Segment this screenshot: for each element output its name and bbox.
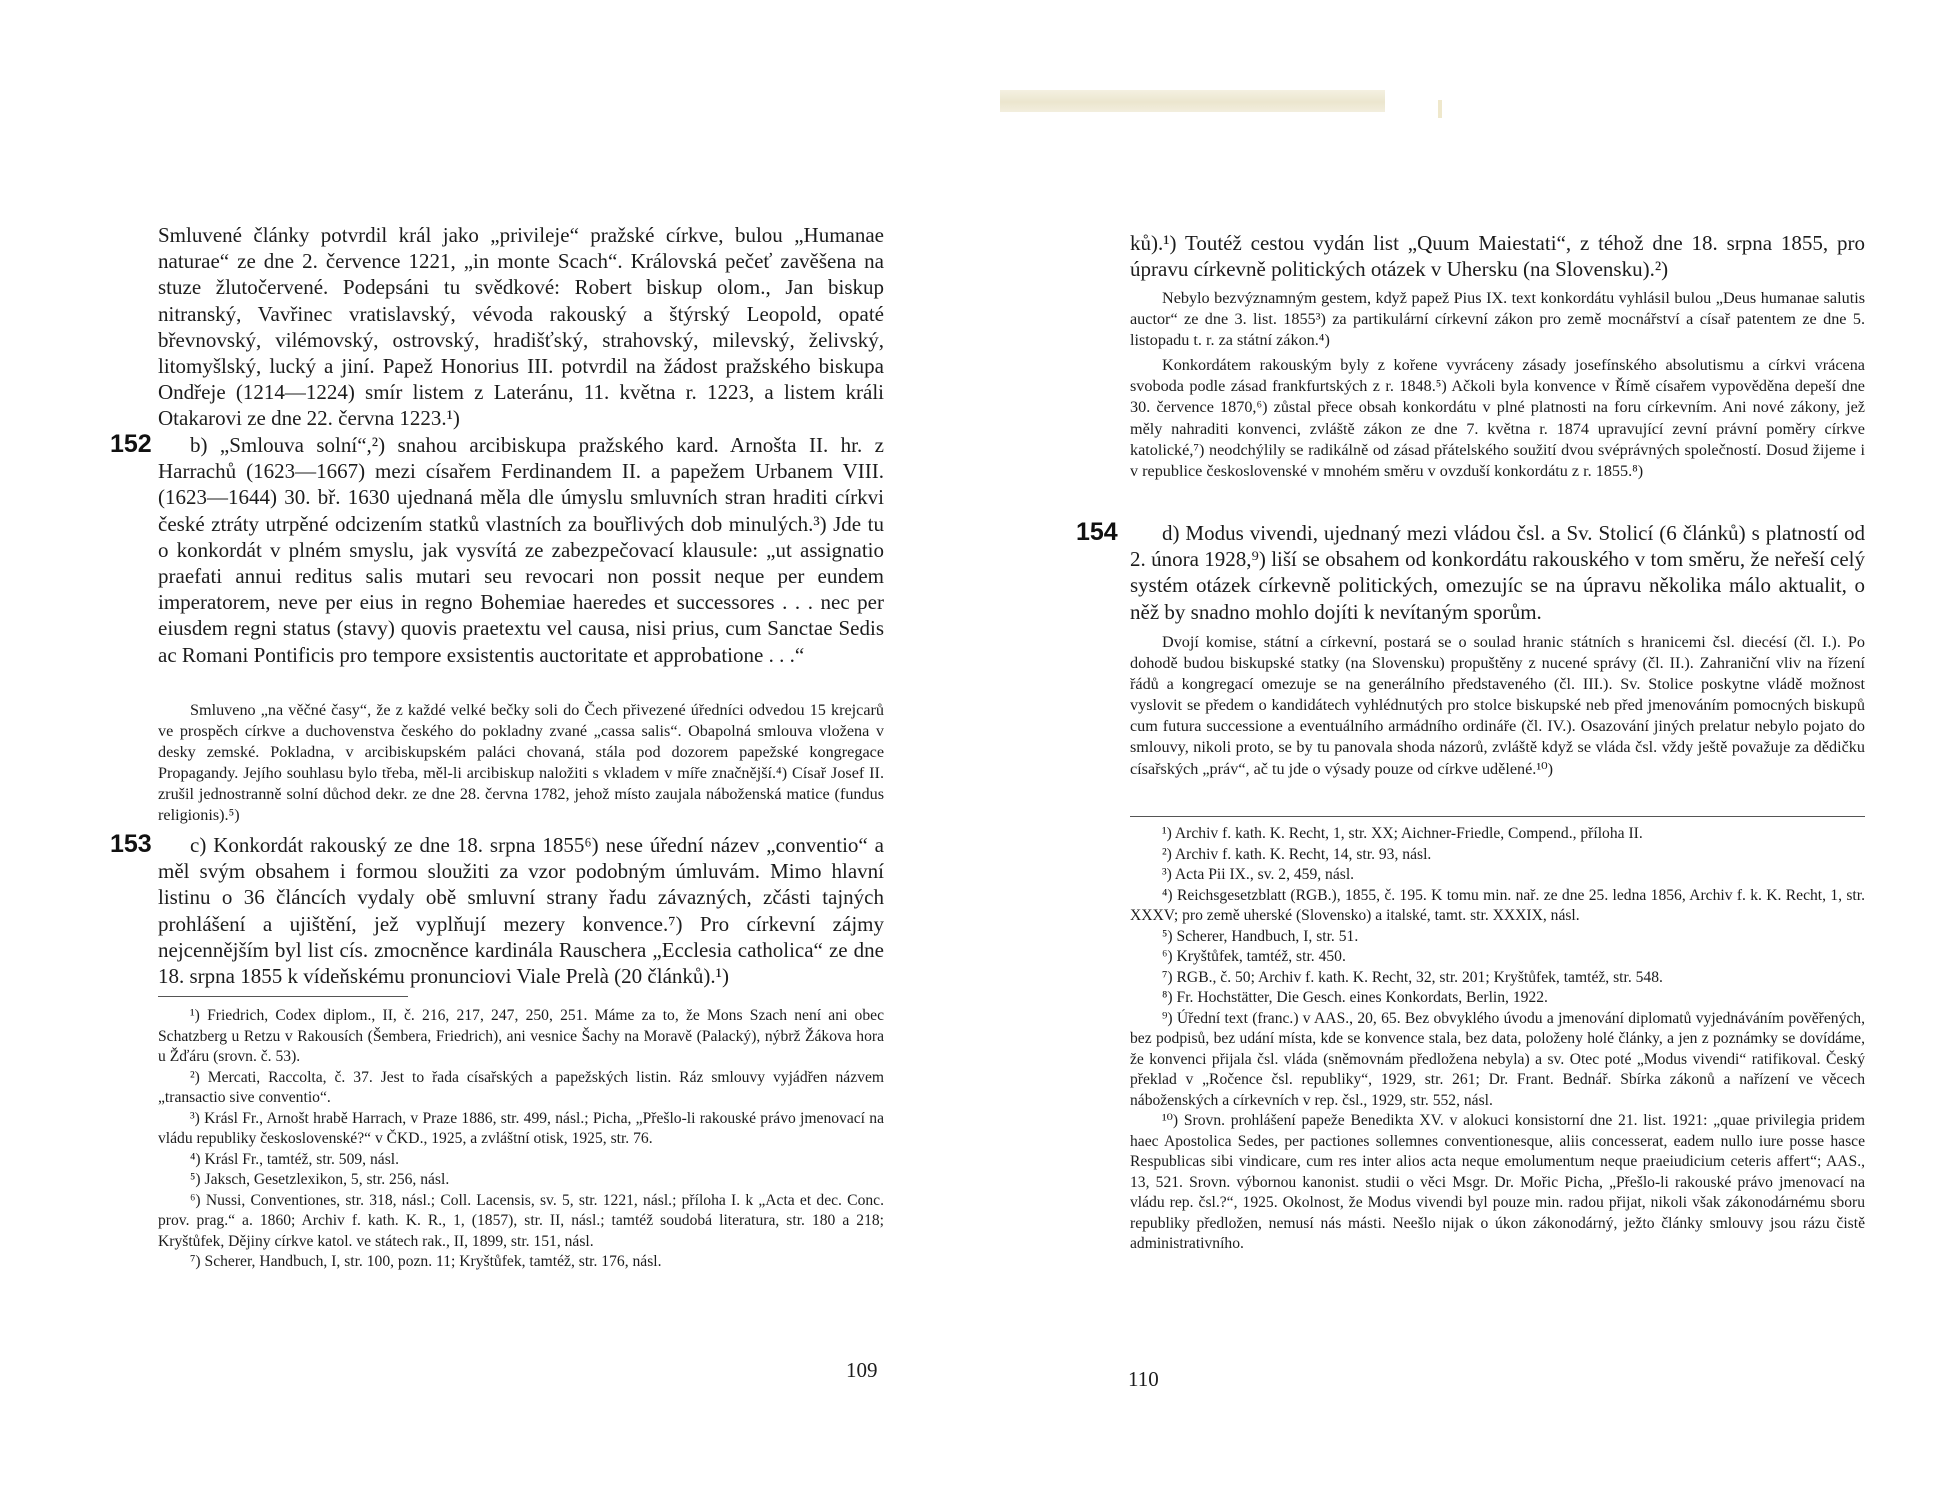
para-151-text: Smluvené články potvrdil král jako „privileje“ pražské církve, bulou „Humanae naturae“ ze dne 2. července 1221, „in monte Scach“. Královská pečeť zavěšena na stuze žlutočervené. Podepsáni tu svědkové: Robert biskup olom., Jan biskup nitranský, Vavřinec vratislavský, vévoda rakouský a štýrský Leopold, opaté břevnovský, vilémovský, ostrovský, hradišťský, strahovský, milevský, želivský, litomyšlský, lucký a jiní. Papež Honorius III. potvrdil na žádost pražského biskupa Ondřeje (1214—1224) smír listem z Lateránu, 11. května r. 1223, a listem králi Otakarovi ze dne 22. června 1223.¹) bbox=[158, 223, 884, 431]
footnote-6: ⁶) Nussi, Conventiones, str. 318, násl.; Coll. Lacensis, sv. 5, str. 1221, násl.; příloha I. k „Acta et dec. Conc. prov. prag.“ a. 1860; Archiv f. kath. K. R., 1, (1857), str. II, násl.; tamtéž soudobá literatura, str. 180 a 218; Kryštůfek, Dějiny církve katol. ve státech rak., II, 1899, str. 151, násl. bbox=[158, 1191, 884, 1250]
section-number-153: 153 bbox=[110, 830, 152, 858]
footnote-r9: ⁹) Úřední text (franc.) v AAS., 20, 65. Bez obvyklého úvodu a jmenování diplomatů vyjednáváním pověřených, bez podpisů, bez udání místa, kde se konvence stala, bez data, položeny holé články, a jen z poznámky se dovídáme, že konvenci přijala čsl. vláda (sněmovnám předložena nebyla) a sv. Otec poté „Modus vivendi“ ratifikoval. Český překlad v „Ročence čsl. republiky“, 1929, str. 261; Dr. Frant. Bednář. Sbírka zákonů a nařízení ve věcech náboženských a církevních v rep. čsl., 1929, str. 552, násl. bbox=[1130, 1009, 1865, 1109]
footnote-r4: ⁴) Reichsgesetzblatt (RGB.), 1855, č. 195. K tomu min. nař. ze dne 25. ledna 1856, Archiv f. k. K. Recht, 1, str. XXXV; pro země uherské (Slovensko) a italské, tamt. str. XXXIX, násl. bbox=[1130, 886, 1865, 924]
page-number-right: 110 bbox=[1128, 1367, 1159, 1391]
footnote-3: ³) Krásl Fr., Arnošt hrabě Harrach, v Praze 1886, str. 499, násl.; Picha, „Přešlo-li rakouské právo jmenovací na vládu republiky československé?“ v ČKD., 1925, a zvláštní otisk, 1925, str. 76. bbox=[158, 1109, 884, 1147]
footnote-r5: ⁵) Scherer, Handbuch, I, str. 51. bbox=[1162, 927, 1359, 945]
footnote-rule-right bbox=[1130, 816, 1865, 817]
footnote-rule bbox=[158, 996, 408, 997]
left-footnotes bbox=[158, 1006, 884, 1273]
footnote-r8: ⁸) Fr. Hochstätter, Die Gesch. eines Konkordats, Berlin, 1922. bbox=[1162, 989, 1548, 1006]
footnote-r7: ⁷) RGB., č. 50; Archiv f. kath. K. Recht, 32, str. 201; Kryštůfek, tamtéž, str. 548. bbox=[1162, 968, 1663, 986]
para-153 bbox=[158, 832, 884, 989]
para-152-note-text: Smluveno „na věčné časy“, že z každé velké bečky soli do Čech přivezené úředníci odvedou 15 krejcarů ve prospěch církve a duchovenstva českého do pokladny zvané „cassa salis“. Obapolná smlouva vložena v desky zemské. Pokladna, v arcibiskupském paláci chovaná, stála pod dozorem papežské kongregace Propagandy. Jejího souhlasu bylo třeba, měl-li arcibiskup naložiti s vkladem v míře značnější.⁴) Císař Josef II. zrušil jednostranně solní důchod dekr. ze dne 28. června 1782, jehož místo zaujala náboženská matice (fundus religionis).⁵) bbox=[158, 701, 884, 825]
right-small-notes-1 bbox=[1130, 288, 1865, 482]
footnote-1: ¹) Friedrich, Codex diplom., II, č. 216, 217, 247, 250, 251. Máme za to, že Mons Szach není ani obec Schatzberg u Retzu v Rakousích (Šembera, Friedrich), ani vesnice Šachy na Moravě (Palacký), nýbrž Žákova hora u Žďáru (srovn. č. 53). bbox=[158, 1007, 884, 1065]
para-154-text: d) Modus vivendi, ujednaný mezi vládou čsl. a Sv. Stolicí (6 článků) s platností od 2. února 1928,⁹) liší se obsahem od konkordátu rakouského v tom směru, že neřeší celý systém otázek církevně politických, omezujíc se na úpravu několika málo aktualit, o něž by snadno mohlo dojíti k nevítaným sporům. bbox=[1130, 521, 1865, 624]
footnote-r3: ³) Acta Pii IX., sv. 2, 459, násl. bbox=[1162, 866, 1355, 883]
footnote-4: ⁴) Krásl Fr., tamtéž, str. 509, násl. bbox=[190, 1150, 399, 1168]
section-number-152: 152 bbox=[110, 430, 152, 458]
section-number-154: 154 bbox=[1076, 518, 1118, 546]
para-152-note bbox=[158, 700, 884, 827]
para-154 bbox=[1130, 520, 1865, 625]
footnote-5: ⁵) Jaksch, Gesetzlexikon, 5, str. 256, násl. bbox=[190, 1171, 450, 1188]
small-note-konkordat: Konkordátem rakouským byly z kořene vyvráceny zásady josefínského absolutismu a církvi vrácena svoboda podle zásad frankfurtských z r. 1848.⁵) Ačkoli byla konvence v Římě císařem vypověděna depeší dne 30. července 1870,⁶) zůstal přece obsah konkordátu v plné platnosti na foru církevním. Ani nové zákony, jež měly nahraditi konvenci, zvláště zákon ze dne 7. května r. 1874 upravující zevní právní poměry církve katolické,⁷) neodchýlily se radikálně od zásad přátelského soužití dvou svéprávných společností. Dosud žijeme i v republice československé v mnohém směru v ovzduší konkordátu z r. 1855.⁸) bbox=[1130, 356, 1865, 480]
para-152 bbox=[158, 432, 884, 668]
para-151-continuation bbox=[158, 222, 884, 432]
footnote-r2: ²) Archiv f. kath. K. Recht, 14, str. 93, násl. bbox=[1162, 845, 1432, 863]
para-154-note-text: Dvojí komise, státní a církevní, postará se o soulad hranic státních s hranicemi čsl. diecésí (čl. I.). Po dohodě budou biskupské statky (na Slovensku) propuštěny z nucené správy (čl. II.). Zahraniční vliv na řízení řádů a kongregací omezuje se na generálního představeného (čl. III.). Sv. Stolice poskytne vládě možnost vyslovit se předem o kandidátech vyhlédnutých pro stolce biskupské neb před jmenováním pomocných biskupů cum futura successione a eventuálního armádního ordináře (čl. IV.). Osazování jiných prelatur nebylo pojato do smlouvy, nikoli proto, se by tu panovala shoda názorů, zvláště když se vláda čsl. vždy ještě považuje za dědičku císařských „práv“, ač tu jde o výsady pouze od církve udělené.¹⁰) bbox=[1130, 633, 1865, 778]
footnote-2: ²) Mercati, Raccolta, č. 37. Jest to řada císařských a papežských listin. Ráz smlouvy vyjádřen názvem „transactio sive conventio“. bbox=[158, 1068, 884, 1106]
para-153-text: c) Konkordát rakouský ze dne 18. srpna 1855⁶) nese úřední název „conventio“ a měl svým obsahem i formou sloužiti za vzor podobným úmluvám. Mimo hlavní listinu o 36 článcích vydaly obě smluvní strany řadu závazných, zčásti tajných prohlášení a ujištění, jež vyplňují mezery konvence.⁷) Pro církevní zájmy nejcennějším byl list cís. zmocněnce kardinála Rauschera „Ecclesia catholica“ ze dne 18. srpna 1855 k vídeňskému pronunciovi Viale Prelà (20 článků).¹) bbox=[158, 833, 884, 989]
footnote-r1: ¹) Archiv f. kath. K. Recht, 1, str. XX; Aichner-Friedle, Compend., příloha II. bbox=[1162, 825, 1643, 842]
footnote-r10: ¹⁰) Srovn. prohlášení papeže Benedikta XV. v alokuci konsistorní dne 21. list. 1921: „quae privilegia pridem haec Apostolica Sedes, per pactiones sollemnes conventionesque, aliis concesserat, eadem nullo iure posse hasce Respublicas sibi vindicare, cum res inter alios acta neque emolumentum neque praeiudicium ceteris affert“; AAS., 13, 521. Srovn. výbornou kanonist. studii o věci Msgr. Dr. Mořic Picha, „Přešlo-li rakouské právo jmenovací na vládu rep. čsl.?“, 1925. Okolnost, že Modus vivendi byl pouze min. radou přijat, nikoli však zákonodárnému sboru republiky předložen, nemusí nás másti. Neešlo nijak o úkon zákonodárný, ježto články smlouvy jsou rázu čistě administrativního. bbox=[1130, 1112, 1865, 1252]
para-153-end bbox=[1130, 230, 1865, 282]
para-153-end-text: ků).¹) Toutéž cestou vydán list „Quum Maiestati“, z téhož dne 18. srpna 1855, pro úpravu církevně politických otázek v Uhersku (na Slovensku).²) bbox=[1130, 231, 1865, 282]
page-number-left: 109 bbox=[846, 1358, 878, 1382]
footnote-r6: ⁶) Kryštůfek, tamtéž, str. 450. bbox=[1162, 948, 1346, 965]
right-page bbox=[980, 0, 1960, 1500]
para-154-note bbox=[1130, 632, 1865, 780]
footnote-7: ⁷) Scherer, Handbuch, I, str. 100, pozn. 11; Kryštůfek, tamtéž, str. 176, násl. bbox=[190, 1253, 662, 1270]
right-footnotes bbox=[1130, 824, 1865, 1255]
para-152-text: b) „Smlouva solní“,²) snahou arcibiskupa pražského kard. Arnošta II. hr. z Harrachů (1623—1667) mezi císařem Ferdinandem II. a papežem Urbanem VIII. (1623—1644) 30. bř. 1630 ujednaná měla dle úmyslu smluvních stran hraditi církvi české ztráty utrpěné odcizením statků vlastních za bouřlivých dob minulých.³) Jde tu o konkordát v plném smyslu, jak vysvítá ze zabezpečovací klausule: „ut assignatio praefati annui reditus salis mutari seu revocari non possit neque per eundem imperatorem, neve per eius in regno Bohemiae haeredes et successores . . . nec per eiusdem regni status (stavy) quovis praetextu vel causa, nisi prius, cum Sanctae Sedis ac Romani Pontificis pro tempore exsistentis auctoritate et approbatione . . .“ bbox=[158, 433, 884, 667]
small-note-pius: Nebylo bezvýznamným gestem, když papež Pius IX. text konkordátu vyhlásil bulou „Deus humanae salutis auctor“ ze dne 3. list. 1855³) za partikulární církevní zákon pro země mocnářství a císař patentem ze dne 5. listopadu t. r. za státní zákon.⁴) bbox=[1130, 289, 1865, 350]
